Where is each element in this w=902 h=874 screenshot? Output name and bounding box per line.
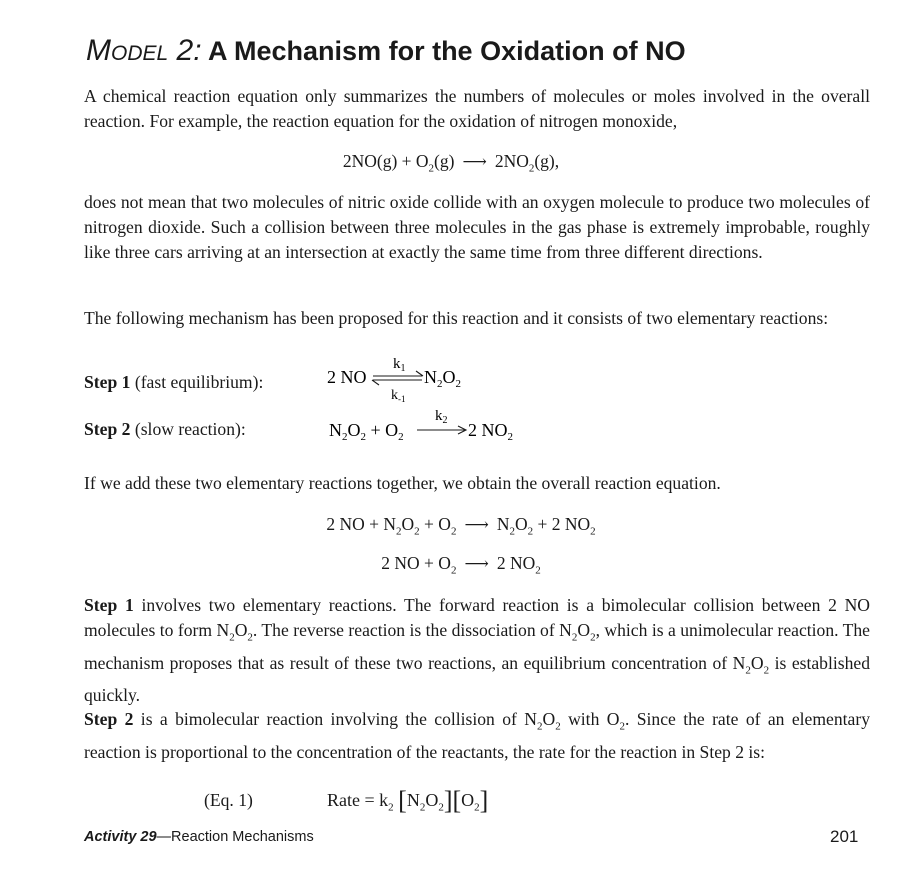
step2-label: Step 2 (slow reaction): [84,419,246,439]
svg-text:N2O2 + O2: $N_2O_2 + O_2$ [329,420,404,443]
reaction-arrow-icon: ⟶ [464,515,489,534]
page-title [86,34,686,68]
mechanism-intro-paragraph: The following mechanism has been proposed for this reaction and it consists of two elementary reactions: [84,308,829,328]
rate-equation: Rate = $k_2$ $[N_2O_2][O_2]$ [327,786,489,815]
step1-label: Step 1 (fast equilibrium): [84,372,264,392]
svg-text:2 NO2: 2 $NO_2$ [468,420,513,443]
collision-paragraph: does not mean that two molecules of nitric oxide collide with an oxygen molecule to produce two molecules of nitrogen dioxide. Such a collision between three molecules in the gas phase is extremely improbable, roughly like three cars arriving at an intersection at exactly the same time from three different directions. [84,192,870,262]
page-number: 201 [830,827,859,846]
sum-equation-1: 2 NO + $N_2O_2 + O_2$ ⟶ $N_2O_2 + 2$ $NO_2$ [326,514,596,538]
svg-text:k2: $k_2$ [435,408,448,426]
sum-intro-paragraph: If we add these two elementary reactions together, we obtain the overall reaction equation. [84,473,721,493]
svg-text:N2O2: $N_2O_2$ [424,367,461,390]
intro-paragraph: A chemical reaction equation only summarizes the numbers of molecules or moles involved in the overall reaction. For example, the reaction equation for the oxidation of nitrogen monoxide, [84,86,870,131]
title-text: A Mechanism for the Oxidation of NO [208,36,686,66]
equation-number: (Eq. 1) [204,790,253,810]
footer-activity: Activity 29—Reaction Mechanisms [84,829,314,845]
step2-equation [325,402,535,447]
model-label: Model 2: [86,34,202,67]
svg-text:k1: $k_1$ [393,356,406,374]
reaction-arrow-icon: ⟶ [462,152,487,171]
step1-explanation: Step 1 involves two elementary reactions. The forward reaction is a bimolecular collision between 2 NO molecules to form $N_2O_2$. The reverse reaction is the dissociation of $N_2O_2$, which is a unimolecular reaction. The mechanism proposes that as result of these two reactions, an equilibrium concentration of $N_2O_2$ is established quickly. [84,595,870,706]
sum-equation-2: 2 NO + $O_2$ ⟶ 2 $NO_2$ [381,553,541,577]
overall-equation: $2NO(g) + O_2(g)$ ⟶ $2NO_2(g)$, [342,151,560,175]
svg-text:k-1: $k_{-1}$ [391,388,406,402]
step2-explanation: Step 2 is a bimolecular reaction involving the collision of $N_2O_2$ with $O_2$. Since the rate of an elementary reaction is proportional to the concentration of the reactants, the rate for the reaction in Step 2 is: [84,709,870,762]
svg-text:2 NO: 2 NO [327,367,367,387]
reaction-arrow-icon: ⟶ [464,554,489,573]
step1-equation [325,352,505,402]
